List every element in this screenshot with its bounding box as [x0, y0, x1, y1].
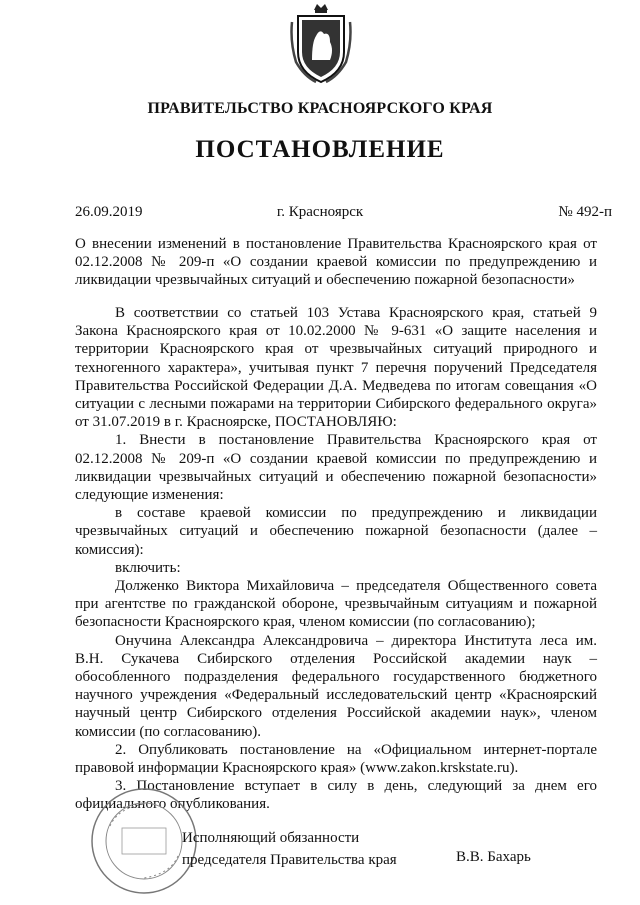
signatory-role-line-1: Исполняющий обязанности [182, 830, 360, 846]
government-name: ПРАВИТЕЛЬСТВО КРАСНОЯРСКОГО КРАЯ [147, 100, 493, 117]
signatory-name: В.В. Бахарь [456, 849, 531, 865]
document-number: № 492-п [558, 204, 612, 220]
document-body [75, 304, 597, 814]
document-city: г. Красноярск [276, 204, 364, 220]
signatory-role [182, 827, 397, 871]
item-1-paragraph: 1. Внести в постановление Правительства Красноярского края от 02.12.2008 № 209-п «О создании краевой комиссии по предупреждению и ликвидации чрезвычайных ситуаций и обеспечению пожарной безопасности» следующие изменения: [75, 432, 597, 504]
document-date: 26.09.2019 [75, 204, 143, 220]
member-2-paragraph: Онучина Александра Александровича – директора Института леса им. В.Н. Сукачева Сибирского отделения Российской академии наук – обособленного подразделения федерального государственного бюджетного научного учреждения «Федеральный исследовательский центр «Красноярский научный центр Сибирского отделения Российской академии наук», членом комиссии (по согласованию). [75, 632, 597, 740]
coat-of-arms-emblem [290, 2, 352, 84]
document-subject: О внесении изменений в постановление Правительства Красноярского края от 02.12.2008 № 209-п «О создании краевой комиссии по предупреждению и ликвидации чрезвычайных ситуаций и обеспечению пожарной безопасности» [75, 236, 597, 288]
item-3-paragraph: 3. Постановление вступает в силу в день, следующий за днем его официального опубликования. [75, 778, 597, 813]
include-label: включить: [115, 559, 181, 576]
item-2-paragraph: 2. Опубликовать постановление на «Официальном интернет-портале правовой информации Красноярского края» (www.zakon.krskstate.ru). [75, 741, 597, 777]
preamble-paragraph: В соответствии со статьей 103 Устава Красноярского края, статьей 9 Закона Красноярского края от 10.02.2000 № 9-631 «О защите населения и территории Красноярского края от чрезвычайных ситуаций природного и техногенного характера», учитывая пункт 7 перечня поручений Председателя Правительства Российской Федерации Д.А. Медведева по итогам совещания «О ситуации с лесными пожарами на территории Сибирского федерального округа» от 31.07.2019 в г. Красноярске, ПОСТАНОВЛЯЮ: [75, 305, 597, 431]
document-type-title: ПОСТАНОВЛЕНИЕ [195, 136, 445, 163]
item-1-composition-paragraph: в составе краевой комиссии по предупреждению и ликвидации чрезвычайных ситуаций и обеспечению пожарной безопасности (далее – комиссия): [75, 505, 597, 558]
signatory-role-line-2: председателя Правительства края [182, 852, 397, 868]
member-1-paragraph: Долженко Виктора Михайловича – председателя Общественного совета при агентстве по гражданской обороне, чрезвычайным ситуациям и пожарной безопасности Красноярского края, членом комиссии (по согласованию); [75, 578, 597, 631]
